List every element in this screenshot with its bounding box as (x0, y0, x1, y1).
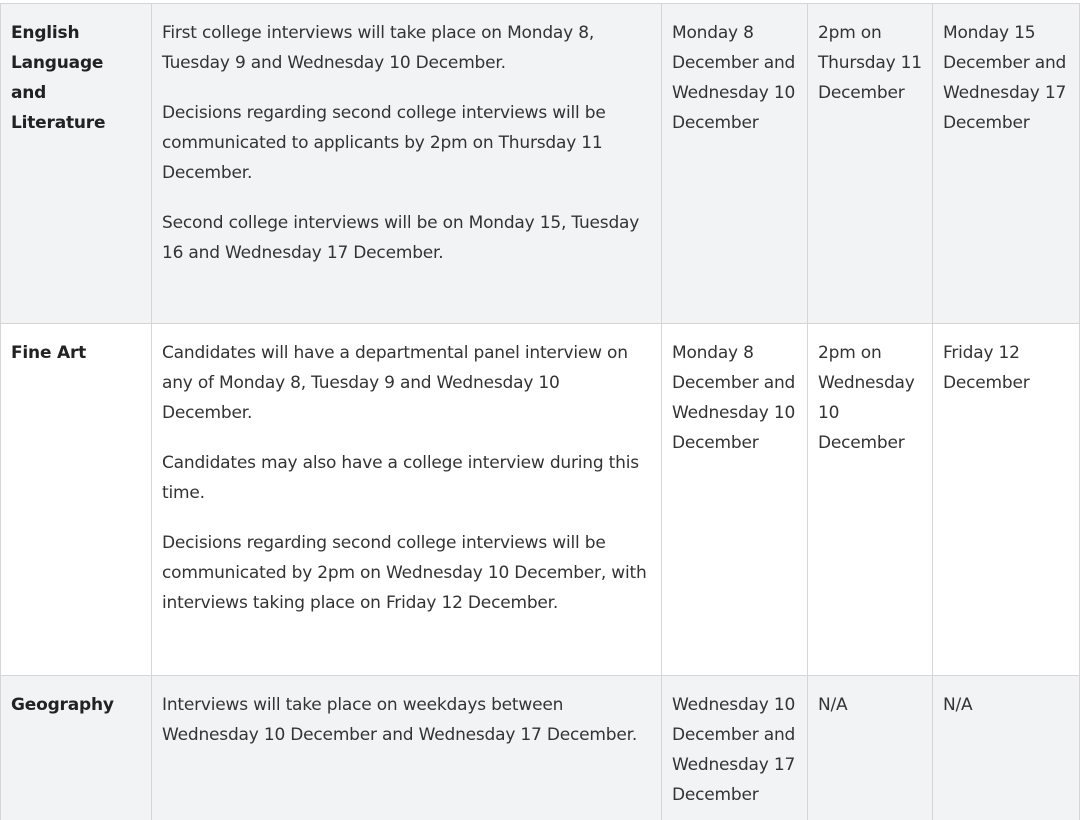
second-interview-dates-cell: Monday 15 December and Wednesday 17 December (933, 4, 1080, 324)
details-paragraph: Decisions regarding second college interviews will be communicated by 2pm on Wednesday 10 December, with interviews taking place on Friday 12 December. (162, 528, 651, 618)
first-interview-dates-cell: Monday 8 December and Wednesday 10 December (662, 324, 808, 676)
table-row (1, 324, 1080, 676)
details-paragraph: First college interviews will take place on Monday 8, Tuesday 9 and Wednesday 10 December. (162, 18, 651, 78)
table-row (1, 4, 1080, 324)
details-cell (152, 676, 662, 820)
details-paragraph: Candidates will have a departmental panel interview on any of Monday 8, Tuesday 9 and Wednesday 10 December. (162, 338, 651, 428)
subject-cell: Geography (1, 676, 152, 820)
decision-time-cell: 2pm on Thursday 11 December (808, 4, 933, 324)
details-paragraph: Candidates may also have a college interview during this time. (162, 448, 651, 508)
first-interview-dates-cell: Monday 8 December and Wednesday 10 December (662, 4, 808, 324)
details-paragraph: Interviews will take place on weekdays between Wednesday 10 December and Wednesday 17 December. (162, 690, 651, 750)
decision-time-cell: N/A (808, 676, 933, 820)
subject-cell: Fine Art (1, 324, 152, 676)
details-paragraph: Decisions regarding second college interviews will be communicated to applicants by 2pm on Thursday 11 December. (162, 98, 651, 188)
details-cell (152, 4, 662, 324)
table-row (1, 676, 1080, 820)
details-cell (152, 324, 662, 676)
second-interview-dates-cell: Friday 12 December (933, 324, 1080, 676)
details-paragraph: Second college interviews will be on Monday 15, Tuesday 16 and Wednesday 17 December. (162, 208, 651, 268)
subject-cell: English Language and Literature (1, 4, 152, 324)
decision-time-cell: 2pm on Wednesday 10 December (808, 324, 933, 676)
interview-schedule-table (0, 3, 1080, 820)
second-interview-dates-cell: N/A (933, 676, 1080, 820)
first-interview-dates-cell: Wednesday 10 December and Wednesday 17 December (662, 676, 808, 820)
